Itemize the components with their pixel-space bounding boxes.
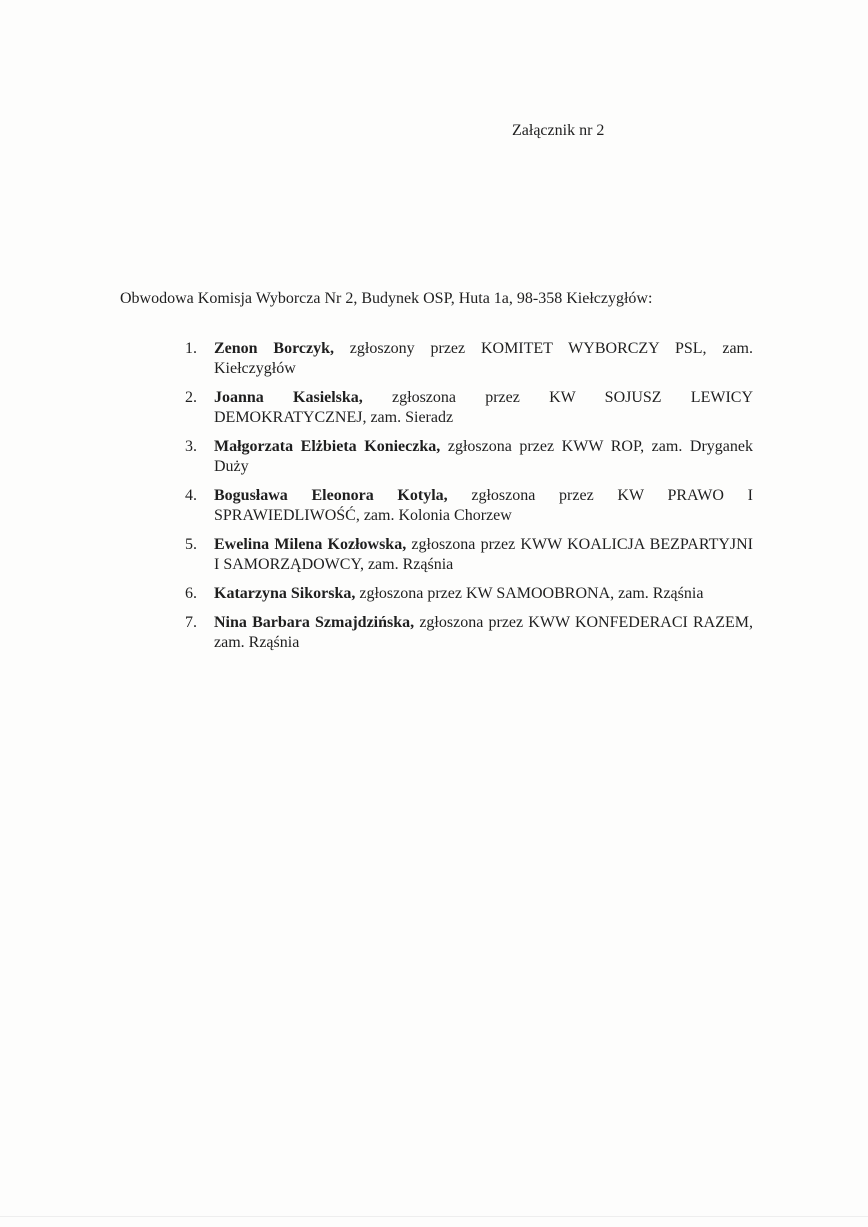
candidate-details: zgłoszona przez KWW ROP, zam. Dryganek Duży [214, 438, 754, 475]
candidate-details: zgłoszona przez KW PRAWO I SPRAWIEDLIWOŚĆ, zam. Kolonia Chorzew [214, 487, 753, 524]
candidate-name: Katarzyna Sikorska, [214, 585, 356, 602]
candidate-details: zgłoszona przez KWW KONFEDERACI RAZEM, zam. Rząśnia [214, 614, 754, 651]
item-number: 4. [185, 487, 197, 504]
candidate-name: Bogusława Eleonora Kotyla, [214, 487, 448, 504]
candidate-details: zgłoszony przez KOMITET WYBORCZY PSL, zam. Kiełczygłów [214, 340, 754, 377]
candidate-name: Joanna Kasielska, [214, 389, 363, 406]
candidate-name: Małgorzata Elżbieta Konieczka, [214, 438, 441, 455]
list-item [185, 584, 753, 604]
annex-label: Załącznik nr 2 [512, 122, 605, 139]
list-item [185, 339, 753, 379]
list-item [185, 535, 753, 575]
item-number: 1. [185, 340, 197, 357]
item-number: 3. [185, 438, 197, 455]
item-number: 5. [185, 536, 197, 553]
list-item [185, 613, 753, 653]
item-number: 2. [185, 389, 197, 406]
candidate-details: zgłoszona przez KWW KOALICJA BEZPARTYJNI I SAMORZĄDOWCY, zam. Rząśnia [214, 536, 754, 573]
scan-edge-line [0, 1216, 868, 1217]
list-item [185, 388, 753, 428]
candidate-name: Zenon Borczyk, [214, 340, 334, 357]
candidate-details: zgłoszona przez KW SAMOOBRONA, zam. Rząśnia [355, 585, 704, 602]
commission-heading: Obwodowa Komisja Wyborcza Nr 2, Budynek OSP, Huta 1a, 98-358 Kiełczygłów: [120, 290, 653, 307]
candidate-details: zgłoszona przez KW SOJUSZ LEWICY DEMOKRATYCZNEJ, zam. Sieradz [214, 389, 753, 426]
item-number: 6. [185, 585, 197, 602]
list-item [185, 437, 753, 477]
list-item [185, 486, 753, 526]
candidate-name: Ewelina Milena Kozłowska, [214, 536, 407, 553]
item-number: 7. [185, 614, 197, 631]
candidate-name: Nina Barbara Szmajdzińska, [214, 614, 415, 631]
candidate-list [185, 339, 753, 662]
